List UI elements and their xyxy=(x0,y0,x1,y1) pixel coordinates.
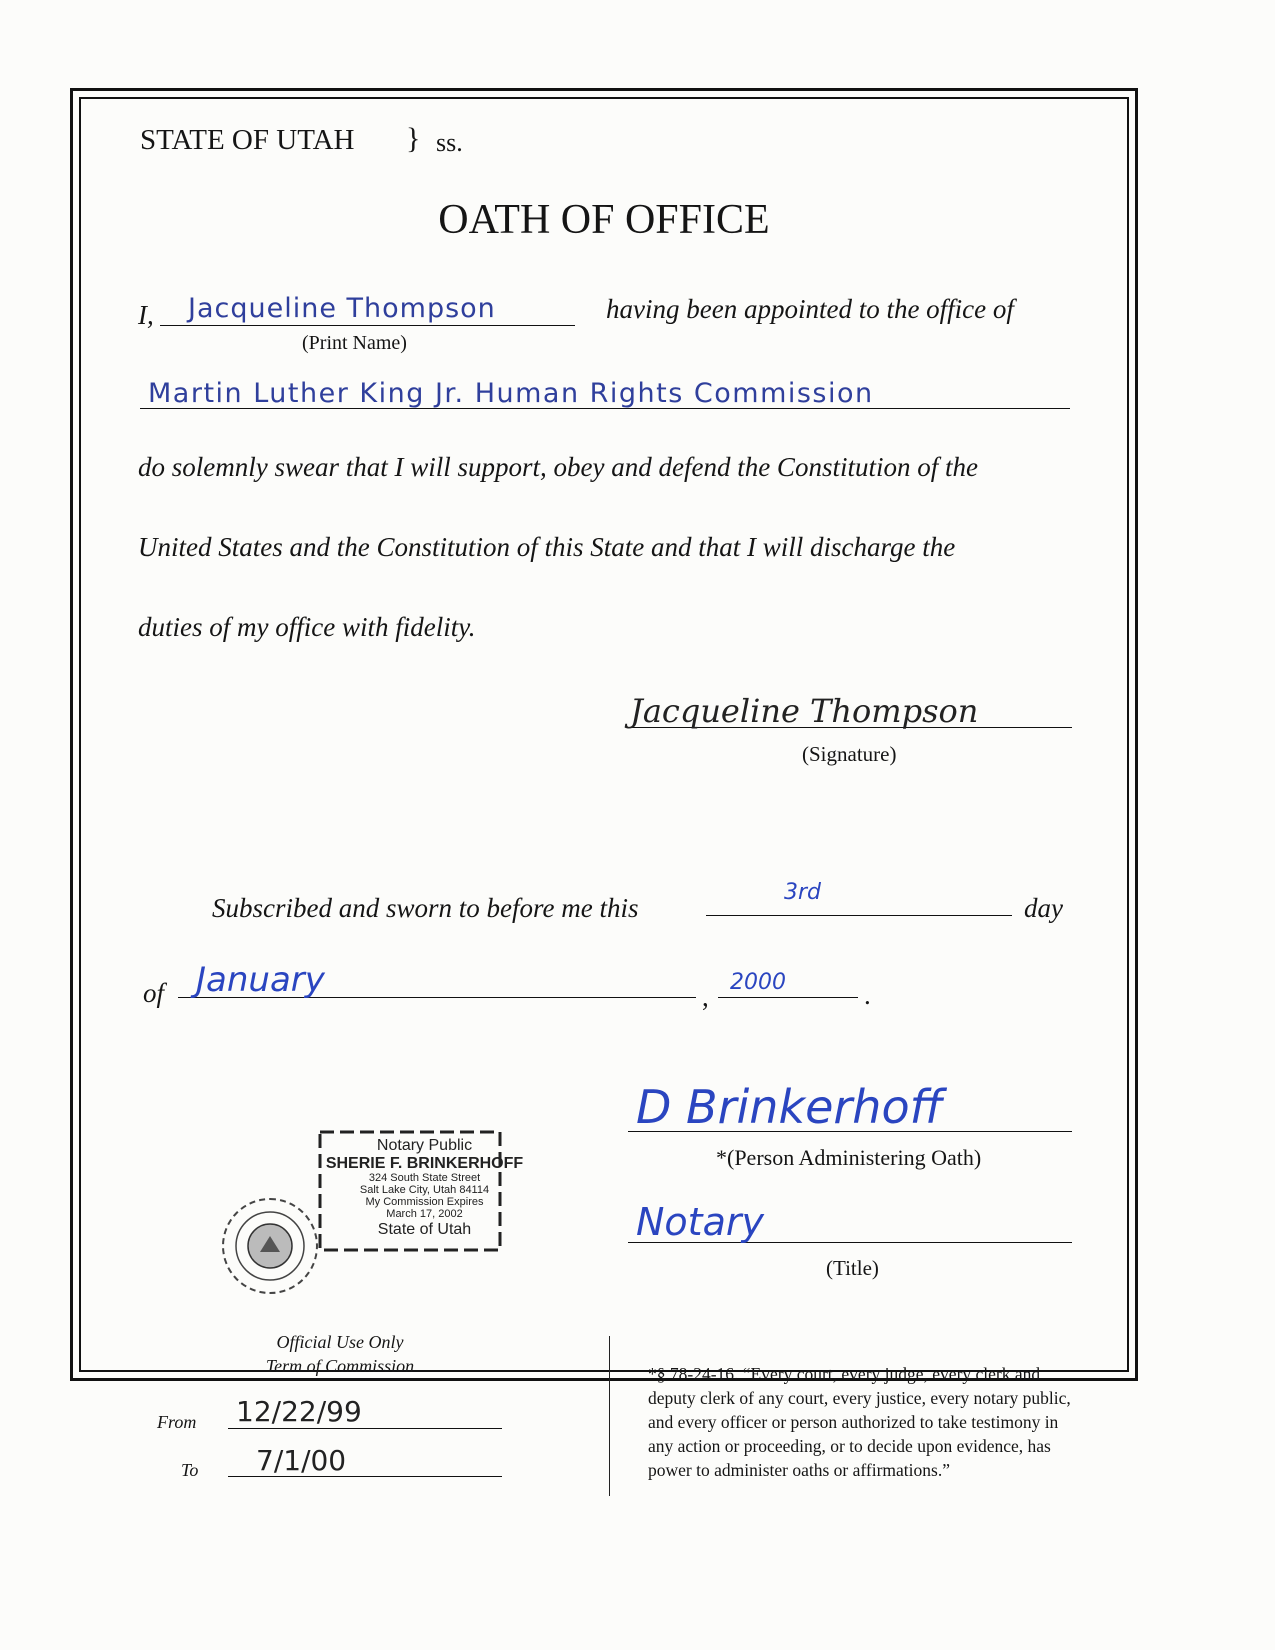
footnote-line: any action or proceeding, or to decide upon evidence, has xyxy=(648,1436,1051,1456)
footnote-line: power to administer oaths or affirmations.” xyxy=(648,1460,950,1480)
stamp-line-notary-public: Notary Public xyxy=(376,1137,473,1154)
stamp-line-expiry-date: March 17, 2002 xyxy=(386,1208,463,1221)
ss-label: ss. xyxy=(436,128,463,157)
notary-seal-icon xyxy=(222,1198,318,1294)
oath-text-line-1: do solemnly swear that I will support, obey and defend the Constitution of the xyxy=(138,452,978,482)
stamp-line-city: Salt Lake City, Utah 84114 xyxy=(359,1184,490,1197)
signature-caption: (Signature) xyxy=(802,742,897,766)
day-line xyxy=(706,915,1012,916)
state-label: STATE OF UTAH xyxy=(140,124,355,156)
comma: , xyxy=(702,982,709,1012)
inner-border xyxy=(79,97,1129,1372)
handwritten-day: 3rd xyxy=(784,880,822,905)
footnote-line: deputy clerk of any court, every justice, every notary public, xyxy=(648,1388,1071,1408)
official-use-heading: Official Use Only xyxy=(276,1332,404,1352)
footnote-line: *§ 78-24-16. “Every court, every judge, every clerk and xyxy=(648,1364,1041,1384)
oath-text-line-2: United States and the Constitution of this State and that I will discharge the xyxy=(138,532,956,562)
from-date: 12/22/99 xyxy=(236,1395,362,1428)
page-title: OATH OF OFFICE xyxy=(438,197,770,243)
subscribed-text: Subscribed and sworn to before me this xyxy=(212,893,639,923)
stamp-line-state: State of Utah xyxy=(377,1220,472,1238)
title-caption: (Title) xyxy=(826,1256,879,1280)
day-label: day xyxy=(1024,893,1063,923)
footer-divider xyxy=(609,1336,610,1496)
stamp-line-name: SHERIE F. BRINKERHOFF xyxy=(325,1154,524,1172)
of-label: of xyxy=(143,978,165,1008)
period: . xyxy=(864,980,871,1010)
administrator-caption: *(Person Administering Oath) xyxy=(716,1145,982,1170)
to-label: To xyxy=(181,1460,199,1480)
oath-text-line-3: duties of my office with fidelity. xyxy=(138,612,476,642)
handwritten-title: Notary xyxy=(636,1200,764,1244)
handwritten-office: Martin Luther King Jr. Human Rights Commission xyxy=(148,378,874,409)
handwritten-year: 2000 xyxy=(730,970,786,995)
handwritten-month: January xyxy=(196,960,325,1000)
handwritten-administrator-signature: D Brinkerhoff xyxy=(636,1080,943,1134)
statute-footnote xyxy=(648,1362,1071,1482)
print-name-caption: (Print Name) xyxy=(302,332,407,354)
notary-stamp xyxy=(322,1137,527,1238)
from-label: From xyxy=(157,1412,197,1432)
print-name-line xyxy=(160,325,575,326)
to-date: 7/1/00 xyxy=(256,1444,347,1477)
handwritten-signature: Jacqueline Thompson xyxy=(630,692,979,730)
stamp-line-street: 324 South State Street xyxy=(368,1172,481,1185)
from-line xyxy=(228,1428,502,1429)
term-heading: Term of Commission xyxy=(265,1356,415,1376)
i-label: I, xyxy=(138,300,154,330)
handwritten-name: Jacqueline Thompson xyxy=(188,293,496,324)
footnote-line: and every officer or person authorized to take testimony in xyxy=(648,1412,1059,1432)
year-line xyxy=(718,997,858,998)
brace: } xyxy=(406,122,421,155)
stamp-line-expires: My Commission Expires xyxy=(365,1196,484,1209)
appointed-text: having been appointed to the office of xyxy=(606,294,1014,324)
